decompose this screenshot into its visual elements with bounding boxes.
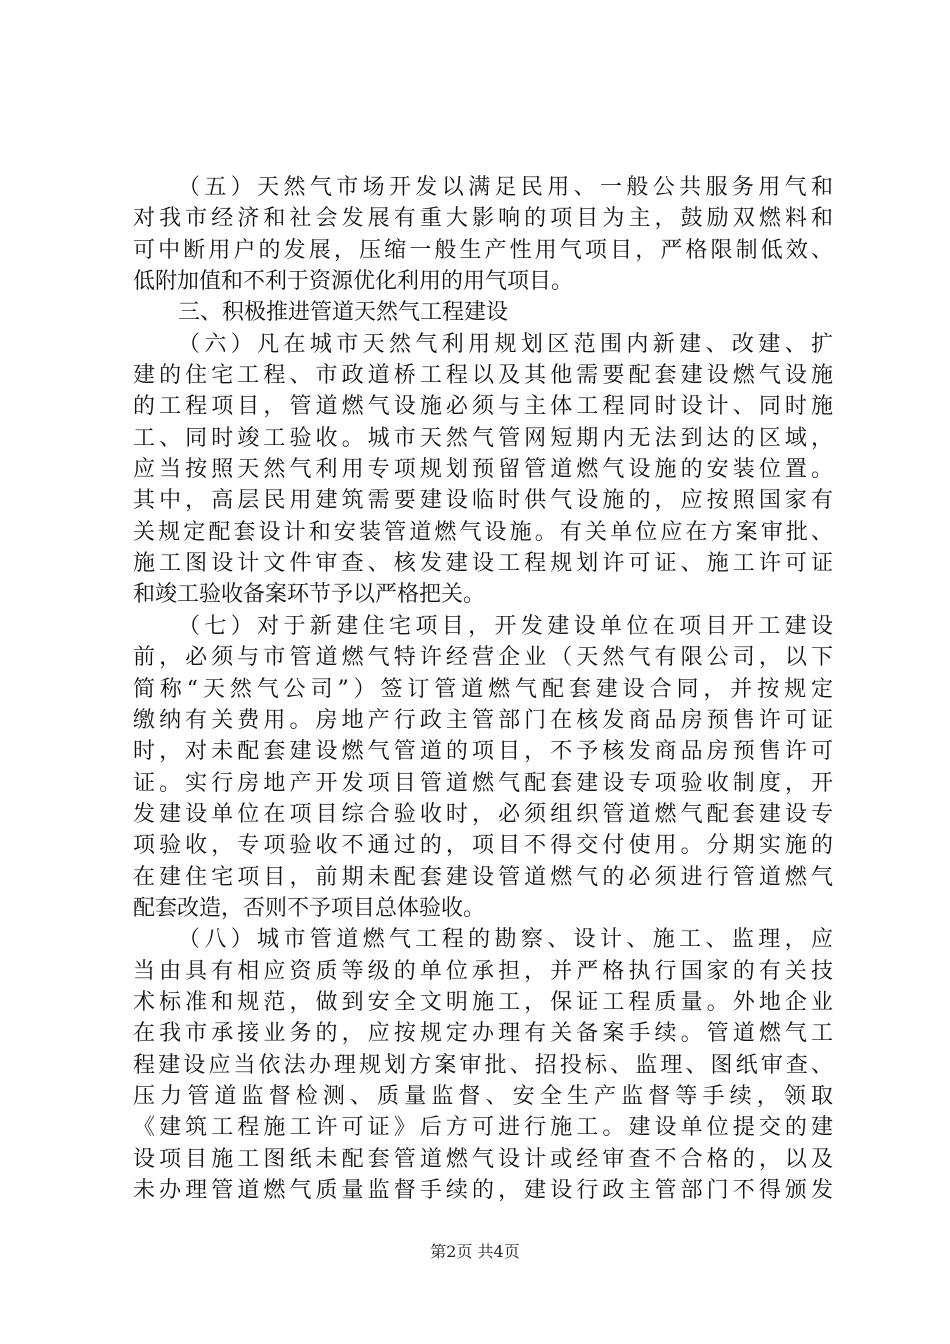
- text-line: 项验收，专项验收不通过的，项目不得交付使用。分期实施的: [133, 833, 833, 859]
- text-line: 配套改造，否则不予项目总体验收。: [133, 895, 486, 921]
- text-line: 缴纳有关费用。房地产行政主管部门在核发商品房预售许可证: [133, 707, 833, 733]
- text-line: 建的住宅工程、市政道桥工程以及其他需要配套建设燃气设施: [133, 363, 833, 389]
- text-line: 和竣工验收备案环节予以严格把关。: [133, 582, 486, 608]
- text-line: （八）城市管道燃气工程的勘察、设计、施工、监理，应: [178, 927, 833, 953]
- text-line: 在我市承接业务的，应按规定办理有关备案手续。管道燃气工: [133, 1021, 833, 1047]
- text-line: 当由具有相应资质等级的单位承担，并严格执行国家的有关技: [133, 958, 833, 984]
- text-line: 证。实行房地产开发项目管道燃气配套建设专项验收制度，开: [133, 770, 833, 796]
- text-line: 施工图设计文件审查、核发建设工程规划许可证、施工许可证: [133, 551, 833, 577]
- section-heading: 三、积极推进管道天然气工程建设: [178, 300, 509, 326]
- text-line: 在建住宅项目，前期未配套建设管道燃气的必须进行管道燃气: [133, 864, 833, 890]
- text-line: （五）天然气市场开发以满足民用、一般公共服务用气和: [178, 175, 833, 200]
- text-line: 压力管道监督检测、质量监督、安全生产监督等手续，领取: [133, 1083, 833, 1109]
- text-line: （七）对于新建住宅项目，开发建设单位在项目开工建设: [178, 613, 833, 639]
- text-line: 的工程项目，管道燃气设施必须与主体工程同时设计、同时施: [133, 394, 833, 420]
- text-line: 低附加值和不利于资源优化利用的用气项目。: [133, 269, 574, 295]
- document-body: [133, 172, 833, 1206]
- text-line: 其中，高层民用建筑需要建设临时供气设施的，应按照国家有: [133, 488, 833, 514]
- text-line: 术标准和规范，做到安全文明施工，保证工程质量。外地企业: [133, 989, 833, 1015]
- text-line: 未办理管道燃气质量监督手续的，建设行政主管部门不得颁发: [133, 1178, 833, 1203]
- text-line: 设项目施工图纸未配套管道燃气设计或经审查不合格的，以及: [133, 1146, 833, 1172]
- text-line: 程建设应当依法办理规划方案审批、招投标、监理、图纸审查、: [133, 1052, 833, 1078]
- text-line: 对我市经济和社会发展有重大影响的项目为主，鼓励双燃料和: [133, 206, 833, 232]
- text-line: 时，对未配套建设燃气管道的项目，不予核发商品房预售许可: [133, 739, 833, 765]
- text-line: 可中断用户的发展，压缩一般生产性用气项目，严格限制低效、: [133, 237, 833, 263]
- text-line: 工、同时竣工验收。城市天然气管网短期内无法到达的区域，: [133, 425, 833, 451]
- text-line: 《建筑工程施工许可证》后方可进行施工。建设单位提交的建: [133, 1115, 833, 1141]
- text-line: 关规定配套设计和安装管道燃气设施。有关单位应在方案审批、: [133, 519, 833, 545]
- text-line: 简称“天然气公司”）签订管道燃气配套建设合同，并按规定: [133, 676, 833, 702]
- text-line: 发建设单位在项目综合验收时，必须组织管道燃气配套建设专: [133, 801, 833, 827]
- text-line: （六）凡在城市天然气利用规划区范围内新建、改建、扩: [178, 331, 833, 357]
- page-number: 第2页 共4页: [430, 1242, 520, 1261]
- text-line: 应当按照天然气利用专项规划预留管道燃气设施的安装位置。: [133, 457, 833, 483]
- text-line: 前，必须与市管道燃气特许经营企业（天然气有限公司，以下: [133, 645, 833, 671]
